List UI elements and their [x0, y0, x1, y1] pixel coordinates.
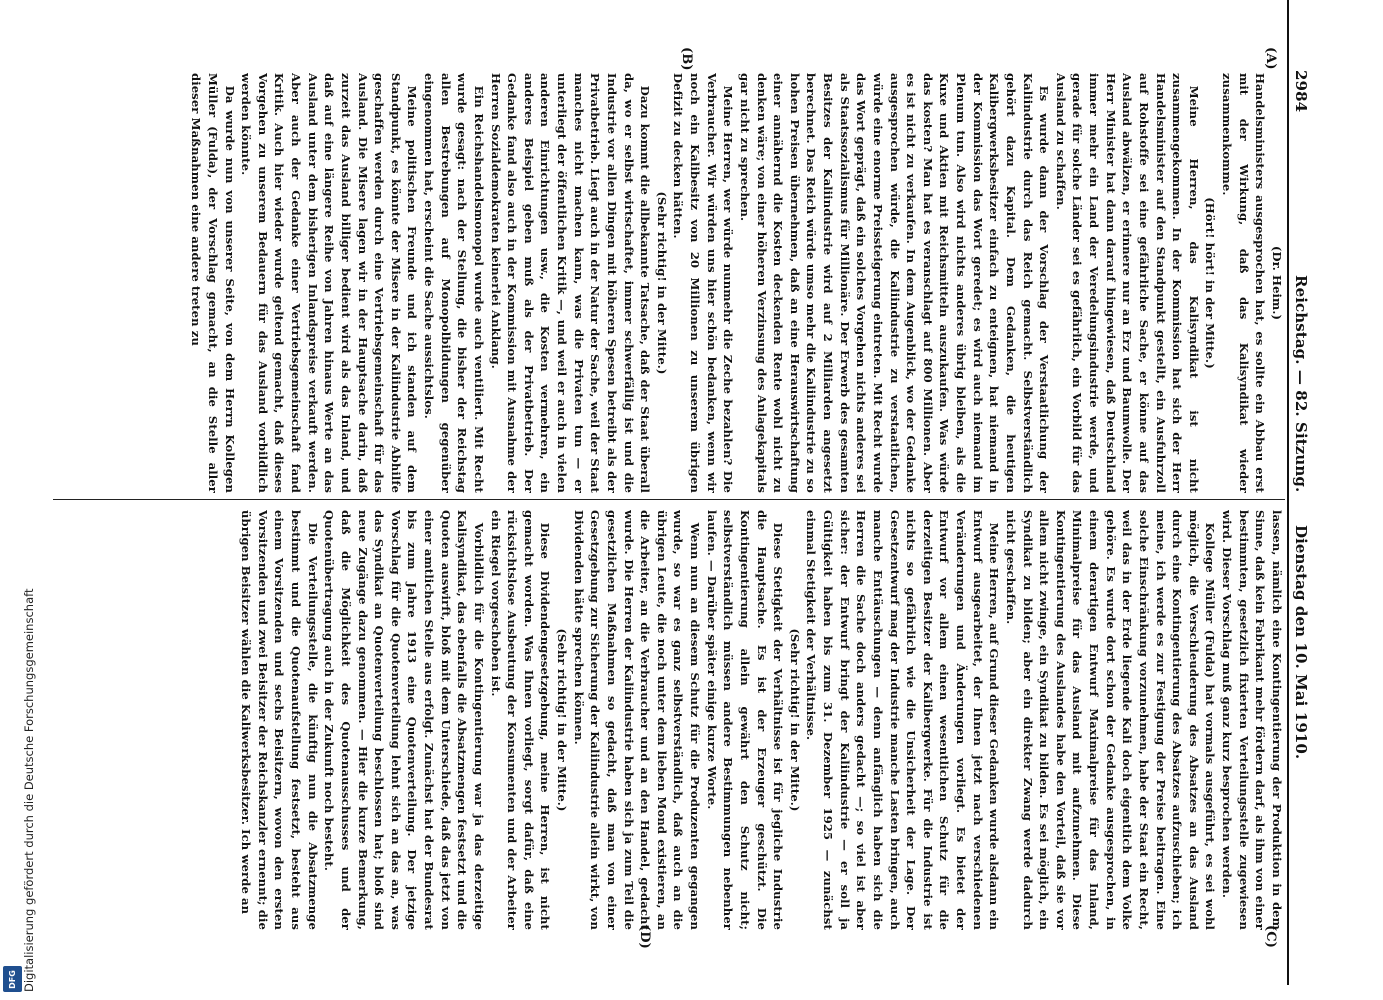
paragraph: Es wurde dann der Vorschlag der Verstaatlichung der Kaliindustrie durch das Reich gemacht. Selbstverständlich gehört dazu Kapital. Dem Gedanken, die heutigen Kalibergwerksbesitzer einfach zu enteignen, hat niemand in der Kommission das Wort geredet; es wird auch niemand im Plenum tun. Also wird nichts anderes übrig bleiben, als die Kuxe und Aktien mit Reichsmitteln auszukaufen. Was würde das kosten? Man hat es veranschlagt auf 800 Millionen. Aber es ist nicht zu verkaufen. In dem Augenblick, wo der Gedanke ausgesprochen würde, die Kaliindustrie zu verstaatlichen, würde eine enorme Preissteigerung eintreten. Mit Recht wurde das Wort geprägt, daß ein solches Vorgehen nichts anderes sei als Staatssozialismus für Millionäre. Der Erwerb des gesamten Besitzes der Kaliindustrie wird auf 2 Milliarden angesetzt berechnet. Das Reich würde umso mehr die Kaliindustrie zu so hohen Preisen übernehmen, daß an eine Herauswirtschaftung einer annähernd die Kosten deckenden Rente wohl nicht zu denken wäre; von einer höheren Verzinsung des Anlagekapitals gar nicht zu sprechen. — [738, 73, 1052, 493]
paragraph: Wenn nun an diesem Schutz für die Produzenten gegangen wurde, so war es ganz selbstverständlich, daß auch an die übrigen Leute, die noch unter dem lieben Mond existieren, an die Arbeiter, an die Verbraucher und an den Handel, gedacht wurde. Die Herren der Kaliindustrie haben sich ja zum Teil die gesetzlichen Maßnahmen so gedacht, daß man von einer Gesetzgebung zur Sicherung der Kaliindustrie allein wirkt, von Dividenden hätte sprechen können. — [571, 510, 703, 930]
interjection: (Sehr richtig! in der Mitte.) — [787, 628, 802, 812]
header-date: Dienstag den 10. Mai 1910. — [1292, 525, 1310, 760]
paragraph: Handelsministers ausgesprochen hat, es sollte ein Abbau erst mit der Wirkung, daß das Kalisyndikat wieder zusammenkomme. — [1220, 73, 1268, 493]
paragraph: lassen, nämlich eine Kontingentierung der Produktion in dem Sinne, daß kein Fabrikant mehr fördern darf, als ihm von einer bestimmten, gesetzlich fixierten Verteilungsstelle zugewiesen wird. Dieser Vorschlag muß ganz kurz besprochen werden. — [1220, 510, 1284, 930]
column-divider — [53, 499, 1285, 500]
interjection: (Sehr richtig! in der Mitte.) — [654, 191, 669, 375]
page-number: 2984 — [1292, 70, 1310, 113]
margin-marker-c: (C) — [1263, 925, 1278, 948]
interjection: (Sehr richtig! in der Mitte.) — [555, 628, 570, 812]
margin-marker-b: (B) — [679, 47, 694, 71]
digitization-credit-bar — [0, 0, 36, 1000]
paragraph: Meine Herren, das Kalisyndikat ist nicht zusammengekommen. In der Kommission hat sich der Herr Handelsminister auf den Standpunkt gestellt, ein Ausfuhrzoll auf Rohstoffe sei eine gefährliche Sache, er könne auf das Ausland abwälzen, er erinnere nur an Erz und Baumwolle. Der Herr Minister hat dann darauf hingewiesen, daß Deutschland immer mehr ein Land der Veredelungsindustrie werde, und gerade für solche Länder sei es gefährlich, ein Vorbild für das Ausland zu schaffen. — [1053, 73, 1201, 493]
interjection: (Hört! hört! in der Mitte.) — [1203, 197, 1218, 369]
speaker-name: (Dr. Heim.) — [1270, 245, 1284, 321]
margin-marker-a: (A) — [1263, 47, 1278, 70]
paragraph: Da wurde nun von unserer Seite, von dem Herrn Kollegen Müller (Fulda), der Vorschlag gemacht, an die Stelle aller dieser Maßnahmen eine andere treten zu — [189, 73, 237, 493]
page-header — [1287, 0, 1313, 985]
header-title: Reichstag. — 82. Sitzung. — [1292, 275, 1310, 493]
paragraph: Dazu kommt die allbekannte Tatsache, daß der Staat überall da, wo er selbst wirtschaftet, immer schwerfällig ist und die Industrie vor allen Dingen mit höheren Spesen betreibt als der Privatbetrieb. Liegt auch in der Natur der Sache, weil der Staat manches nicht machen kann, was die Privaten tun — er unterliegt der öffentlichen Kritik —, und weil er auch in vielen anderen Einrichtungen usw., die Kosten vermehren, ein anderes Beispiel geben muß als der Privatbetrieb. Der Gedanke fand also auch in der Kommission mit Ausnahme der Herren Sozialdemokraten keinerlei Anklang. — [488, 73, 653, 493]
margin-marker-d: (D) — [637, 925, 652, 949]
paragraph: Diese Stetigkeit der Verhältnisse ist für jegliche Industrie die Hauptsache. Es ist der Erzeuger geschützt. Die Kontingentierung allein gewährt den Schutz nicht; selbstverständlich müssen andere Bestimmungen nebenher laufen. — Darüber später einige kurze Worte. — [704, 510, 786, 930]
paragraph: Meine politischen Freunde und ich standen auf dem Standpunkt, es könnte der Misere in der Kaliindustrie Abhilfe geschaffen werden durch eine Vertriebsgemeinschaft für das Ausland. Die Misere lagen wir in der Hauptsache darin, daß zurzeit das Ausland billiger bedient wird als das Inland, und daß auf eine längere Reihe von Jahren hinaus Werte an das Ausland unter dem bisherigen Inlandspreise verkauft werden. Aber auch der Gedanke einer Vertriebsgemeinschaft fand Kritik. Auch hier wieder wurde geltend gemacht, daß dieses Vorgehen zu unserem Bedauern für das Ausland vorbildlich werden könnte. — [239, 73, 420, 493]
dfg-logo-icon — [3, 966, 22, 992]
digitization-credit-text: Digitalisierung gefördert durch die Deutsche Forschungsgemeinschaft — [22, 588, 36, 992]
right-text-column — [55, 510, 1285, 930]
paragraph: Kollege Müller (Fulda) hat vormals ausgeführt, es sei wohl möglich, die Verschleuderung des Absatzes an das Ausland durch eine Kontingentierung des Absatzes aufzuschieben; ich meine, ich werde es zur Festigung der Preise beitragen. Eine solche Einschränkung vorzunehmen, habe der Staat ein Recht, weil das in der Erde liegende Kali doch eigentlich dem Volke gehöre. Es wurde dort schon der Gedanke ausgesprochen, in einem derartigen Entwurf Maximalpreise für das Inland, Minimalpreise für das Ausland mit aufzunehmen. Diese Kontingentierung des Auslandes habe den Vorteil, daß sie vor allem nicht zwinge, ein Syndikat zu bilden. Es sei möglich, ein Syndikat zu bilden; aber ein direkter Zwang werde dadurch nicht geschaffen. — [1004, 510, 1218, 930]
paragraph: Meine Herren, wer würde nunmehr die Zeche bezahlen? Die Verbraucher. Wir würden uns hier schön bedanken, wenn wir noch ein Kalibesitz von 20 Millionen zu unserem übrigen Defizit zu decken hätten. — [671, 73, 736, 493]
paragraph: Ein Reichshandelsmonopol wurde auch ventiliert. Mit Recht wurde gesagt: nach der Stellung, die bisher der Reichstag allen Bestrebungen auf Monopolbildungen gegenüber eingenommen hat, erscheint die Sache aussichtslos. — [422, 73, 486, 493]
paragraph: Meine Herren, auf Grund dieser Gedanken wurde alsdann ein Entwurf ausgearbeitet, der Ihnen jetzt nach verschiedenen Veränderungen und Änderungen vorliegt. Es bietet der Entwurf vor allem einen wesentlichen Schutz für die derzeitigen Besitzer der Kalibergwerke. Für die Industrie ist nichts so gefährlich wie die Unsicherheit der Lage. Der Gesetzentwurf mag der Industrie manche Lasten bringen, auch manche Enttäuschungen — denn anfänglich haben sich die Herren die Sache doch anders gedacht —; so viel ist aber sicher: der Entwurf bringt der Kaliindustrie — er soll ja Gültigkeit haben bis zum 31. Dezember 1925 — zunächst einmal Stetigkeit der Verhältnisse. — [804, 510, 1002, 930]
paragraph: Die Verteilungsstelle, die künftig nun die Absatzmenge bestimmt und die Quotenaufstellung festsetzt, besteht aus einem Vorsitzenden und sechs Beisitzern, wovon den ersten Vorsitzenden und zwei Beisitzer der Reichskanzler ernennt; die übrigen Beisitzer wählen die Kaliwerksbesitzer. Ich werde an — [239, 510, 320, 930]
left-text-column — [55, 73, 1285, 493]
paragraph: Vorbildlich für die Kontingentierung war ja das derzeitige Kalisyndikat, das ebenfalls die Absatzmengen festsetzt und die Quoten auswirft, bloß mit dem Unterschiede, daß das jetzt von einer amtlichen Stelle aus erfolgt. Zunächst hat der Bundesrat bis zum Jahre 1913 eine Quotenverteilung. Der jetzige Vorschlag für die Quotenverteilung lehnt sich an das an, was das Syndikat an Quotenverteilung beschlossen hat; bloß sind neue Zugänge dazu genommen. — Hier die kurze Bemerkung, daß die Möglichkeit des Quotenausschusses und der Quotenübertragung auch in der Zukunft noch besteht. — [322, 510, 486, 930]
paragraph: Diese Dividendengesetzgebung, meine Herren, ist nicht gemacht worden. Was Ihnen vorliegt, sorgt dafür, daß eine rücksichtslose Ausbeutung der Konsumenten und der Arbeiter ein Riegel vorgeschoben ist. — [488, 510, 553, 930]
dfg-logo-text: DFG — [7, 969, 17, 989]
